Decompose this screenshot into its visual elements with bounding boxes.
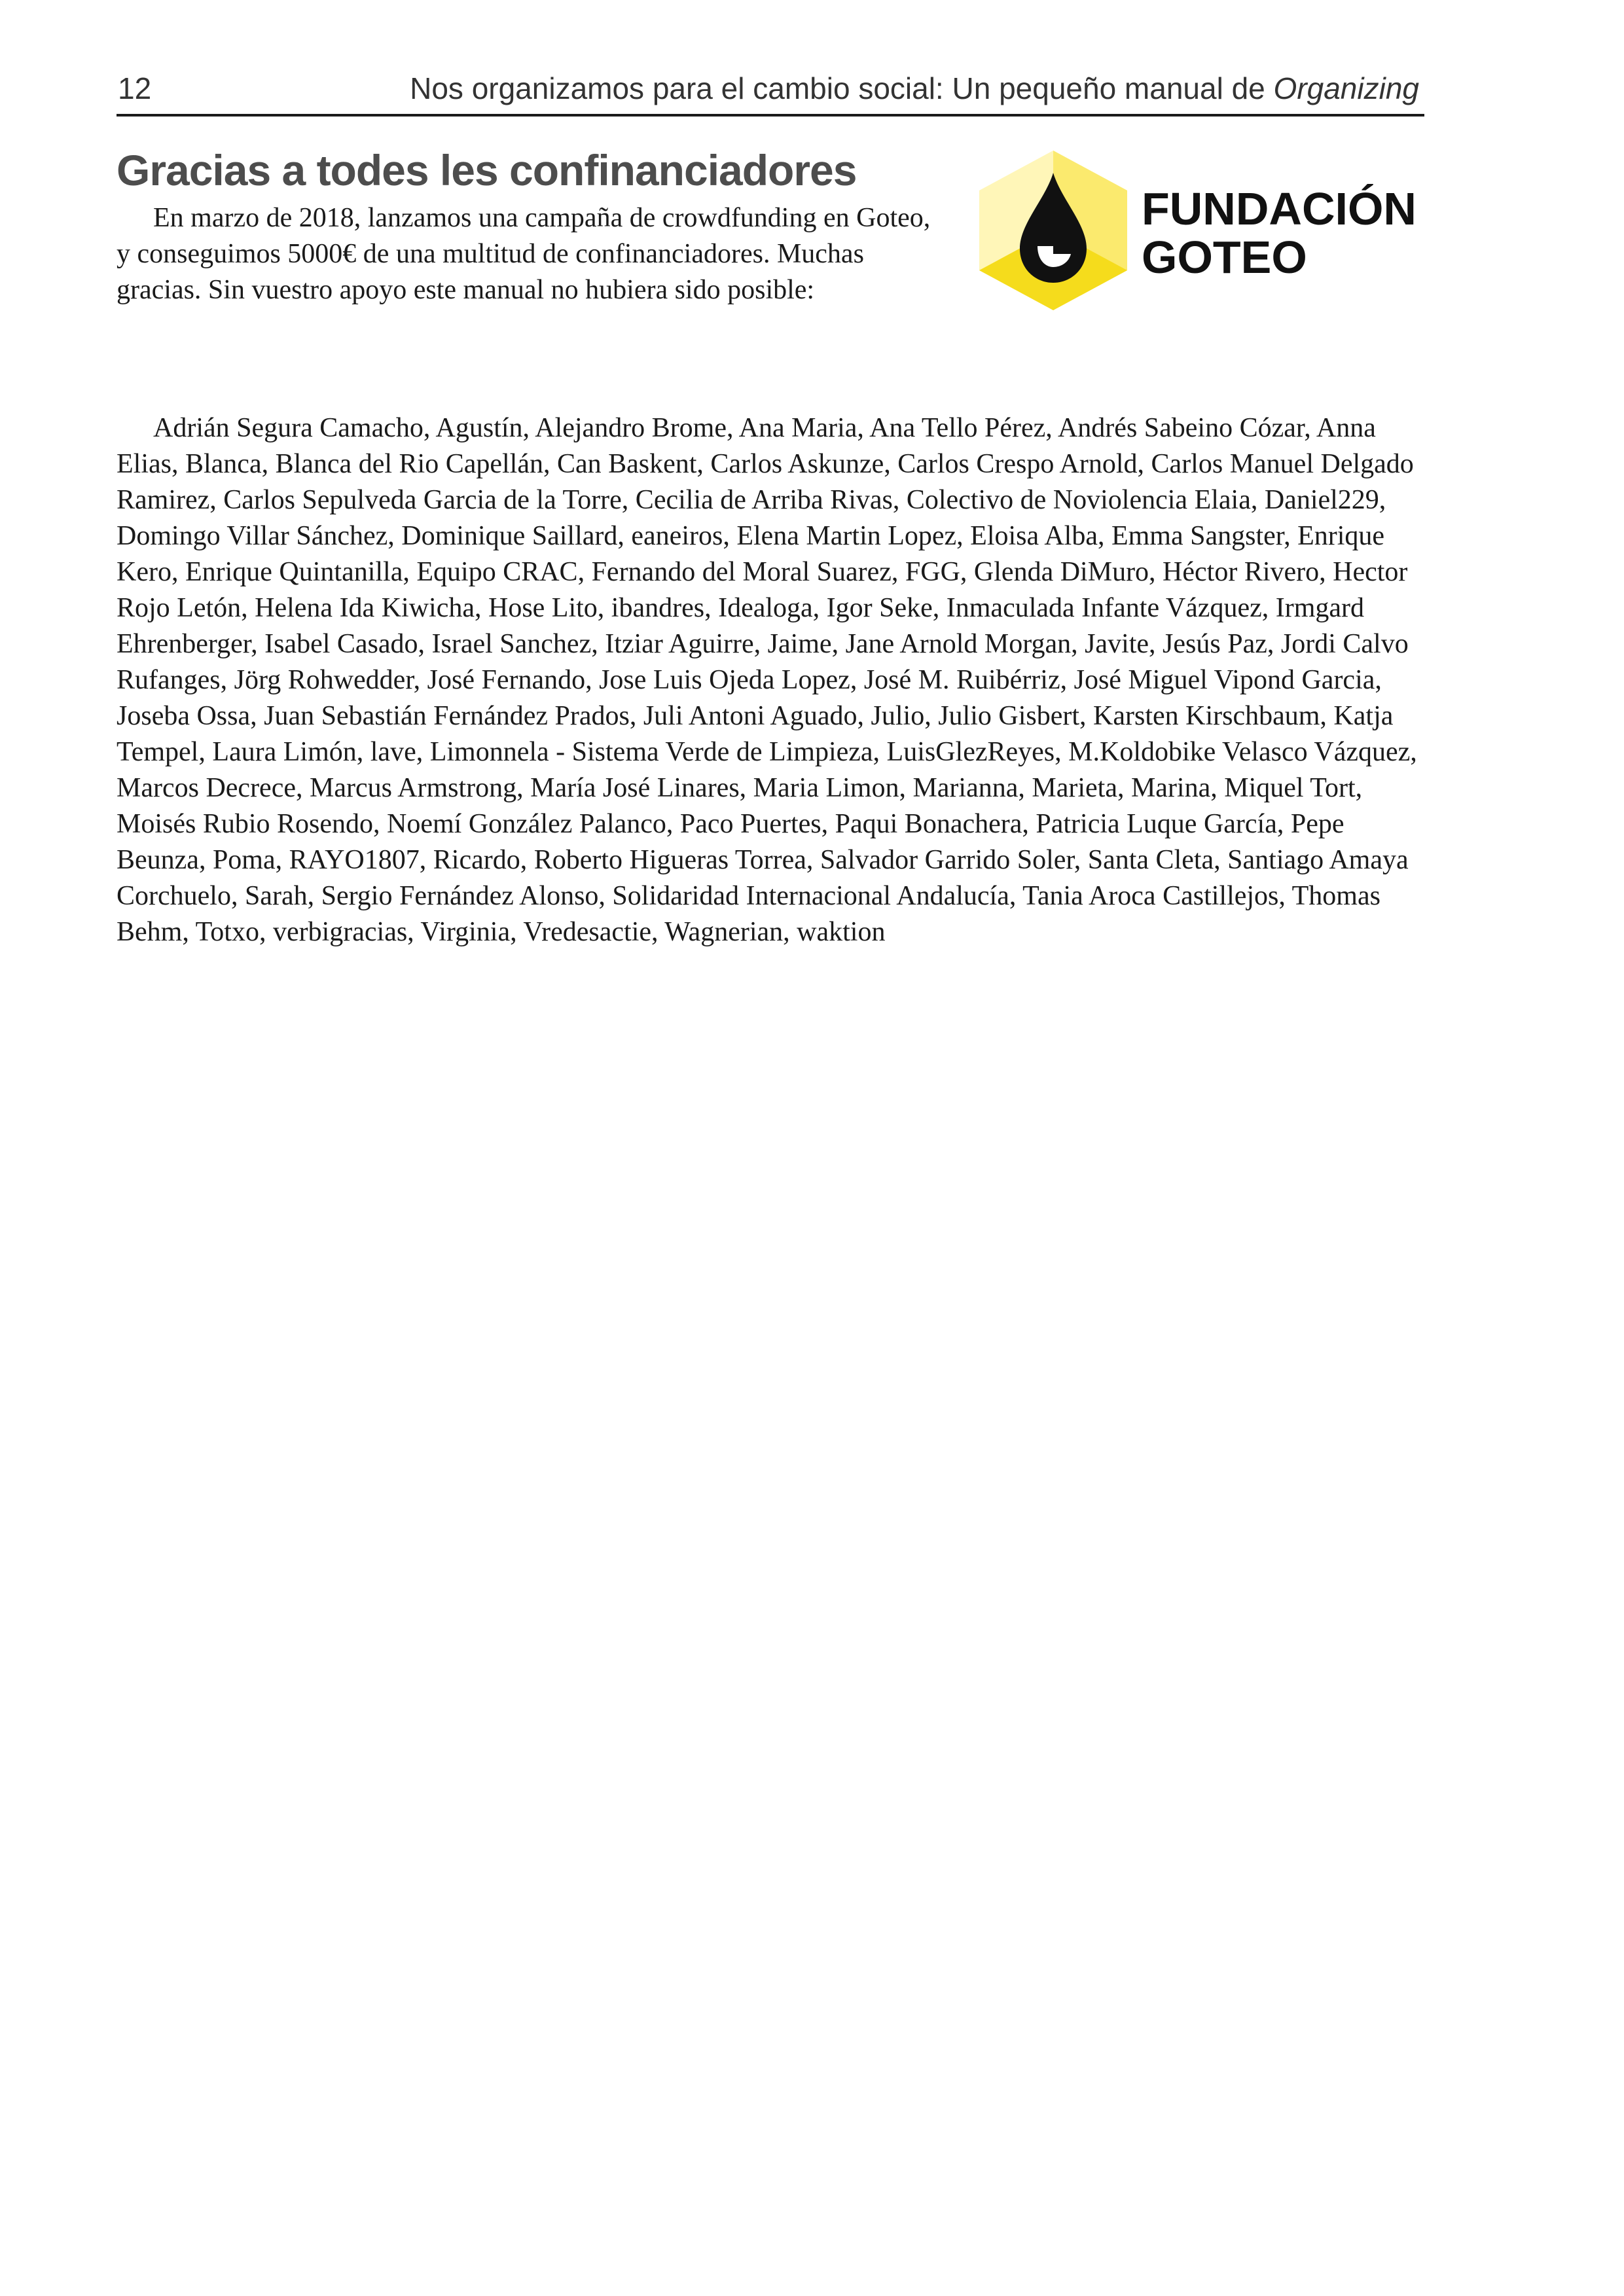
logo-line-fundacion: FUNDACIÓN xyxy=(1142,183,1416,234)
logo-line-goteo: GOTEO xyxy=(1142,232,1307,283)
intro-paragraph: En marzo de 2018, lanzamos una campaña de crowdfunding en Goteo, y conseguimos 5000€ de una multitud de confinanciadores. Muchas gracias. Sin vuestro apoyo este manual no hubiera sido posible: xyxy=(117,203,931,305)
running-title xyxy=(410,71,1419,106)
logo-wordmark xyxy=(1142,185,1416,281)
cofunders-list: Adrián Segura Camacho, Agustín, Alejandro Brome, Ana Maria, Ana Tello Pérez, Andrés Sabeino Cózar, Anna Elias, Blanca, Blanca del Rio Capellán, Can Baskent, Carlos Askunze, Carlos Crespo Arnold, Carlos Manuel Delgado Ramirez, Carlos Sepulveda Garcia de la Torre, Cecilia de Arriba Rivas, Colectivo de Noviolencia Elaia, Daniel229, Domingo Villar Sánchez, Dominique Saillard, eaneiros, Elena Martin Lopez, Eloisa Alba, Emma Sangster, Enrique Kero, Enrique Quintanilla, Equipo CRAC, Fernando del Moral Suarez, FGG, Glenda DiMuro, Héctor Rivero, Hector Rojo Letón, Helena Ida Kiwicha, Hose Lito, ibandres, Idealoga, Igor Seke, Inmaculada Infante Vázquez, Irmgard Ehrenberger, Isabel Casado, Israel Sanchez, Itziar Aguirre, Jaime, Jane Arnold Morgan, Javite, Jesús Paz, Jordi Calvo Rufanges, Jörg Rohwedder, José Fernando, Jose Luis Ojeda Lopez, José M. Ruibérriz, José Miguel Vipond Garcia, Joseba Ossa, Juan Sebastián Fernández Prados, Juli Antoni Aguado, Julio, Julio Gisbert, Karsten Kirschbaum, Katja Tempel, Laura Limón, lave, Limonnela - Sistema Verde de Limpieza, LuisGlezReyes, M.Koldobike Velasco Vázquez, Marcos Decrece, Marcus Armstrong, María José Linares, Maria Limon, Marianna, Marieta, Marina, Miquel Tort, Moisés Rubio Rosendo, Noemí González Palanco, Paco Puertes, Paqui Bonachera, Patricia Luque García, Pepe Beunza, Poma, RAYO1807, Ricardo, Roberto Higueras Torrea, Salvador Garrido Soler, Santa Cleta, Santiago Amaya Corchuelo, Sarah, Sergio Fernández Alonso, Solidaridad Internacional Andalucía, Tania Aroca Castillejos, Thomas Behm, Totxo, verbigracias, Virginia, Vredesactie, Wagnerian, waktion xyxy=(117,413,1417,947)
page-number: 12 xyxy=(118,71,152,105)
running-header xyxy=(117,68,1424,117)
drop-hexagon-icon xyxy=(979,151,1127,310)
running-title-emphasis: Organizing xyxy=(1273,71,1419,105)
running-title-text: Nos organizamos para el cambio social: Un pequeño manual de xyxy=(410,71,1265,105)
section-heading: Gracias a todes les confinanciadores xyxy=(117,146,857,194)
fundacion-goteo-logo xyxy=(979,151,1437,314)
